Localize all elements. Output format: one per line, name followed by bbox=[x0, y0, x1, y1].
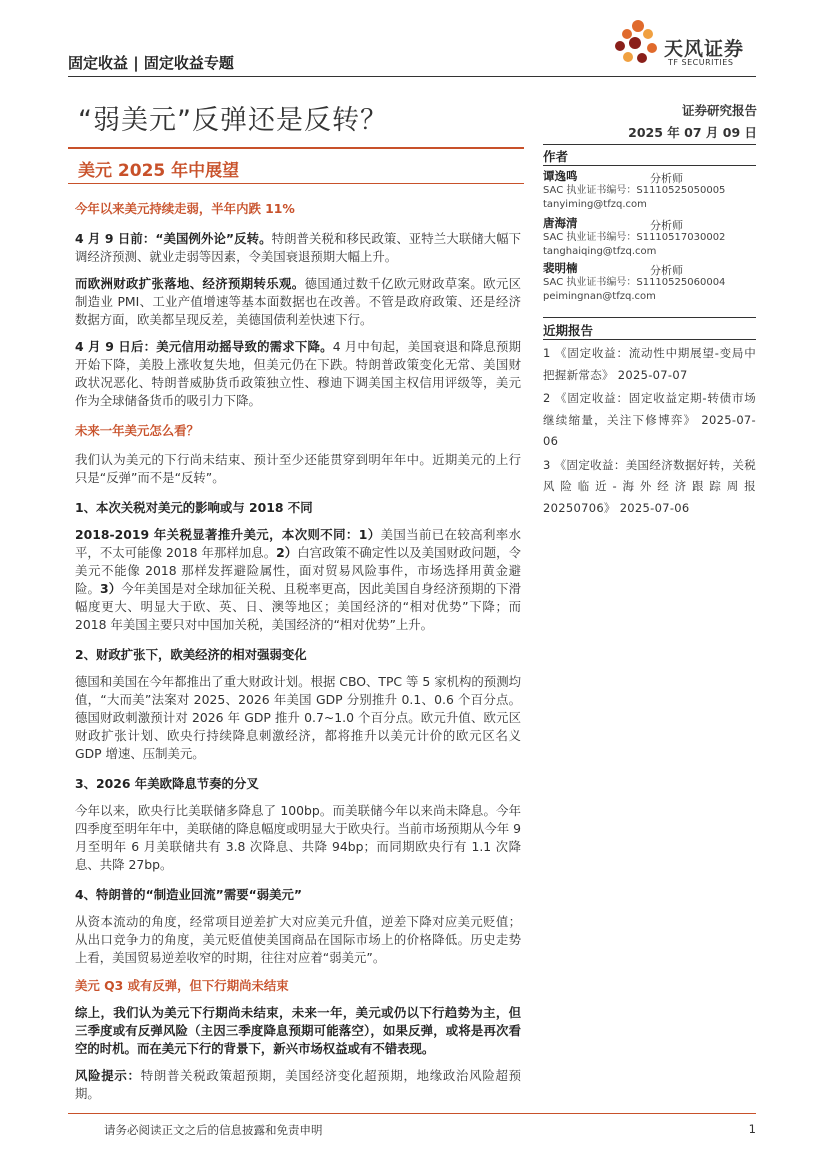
list-item[interactable]: 2 《固定收益：固定收益定期-转债市场继续缩量，关注下修博弈》 2025-07-06 bbox=[543, 391, 756, 448]
paragraph: 4 月 9 日后：美元信用动摇导致的需求下降。4 月中旬起，美国衰退和降息预期开始下降，美股上涨收复失地，但美元仍在下跌。特朗普政策变化无常、美国财政状况恶化、特朗普威胁货币政策独立性、穆迪下调美国主权信用评级等，美元作为全球储备货币的吸引力下降。 bbox=[75, 339, 522, 408]
paragraph: 我们认为美元的下行尚未结束、预计至少还能贯穿到明年年中。近期美元的上行只是“反弹”而不是“反转”。 bbox=[75, 452, 521, 485]
paragraph: 4 月 9 日前：“美国例外论”反转。特朗普关税和移民政策、亚特兰大联储大幅下调经济预测、就业走弱等因素，令美国衰退预期大幅上升。 bbox=[75, 231, 521, 264]
list-item[interactable]: 3 《固定收益：美国经济数据好转，关税风险临近-海外经济跟踪周报 20250706》 2025-07-06 bbox=[543, 457, 756, 515]
recent-reports-title: 近期报告 bbox=[543, 323, 594, 338]
sidebar-divider bbox=[543, 165, 756, 166]
section-heading: 今年以来美元持续走弱，半年内跌 11% bbox=[75, 201, 295, 216]
paragraph: 而欧洲财政扩张落地、经济预期转乐观。德国通过数千亿欧元财政草案。欧元区制造业 PMI、工业产值增速等基本面数据也在改善。不管是政府政策、还是经济数据方面，欧美都呈现反差，美德国债利差快速下行。 bbox=[75, 276, 522, 327]
author-name: 裴明楠 bbox=[543, 261, 578, 275]
subsection-heading: 4、特朗普的“制造业回流”需要“弱美元” bbox=[75, 887, 303, 902]
author-cert: SAC 执业证书编号：S1110525050005 bbox=[543, 185, 726, 196]
subtitle-bottom-rule bbox=[68, 183, 524, 184]
author-cert: SAC 执业证书编号：S1110525060004 bbox=[543, 277, 726, 288]
paragraph: 从资本流动的角度，经常项目逆差扩大对应美元升值，逆差下降对应美元贬值；从出口竞争力的角度，美元贬值使美国商品在国际市场上的价格降低。历史走势上看，美国贸易逆差收窄的时期，往往对应着“弱美元”。 bbox=[75, 914, 521, 965]
report-date: 2025 年 07 月 09 日 bbox=[628, 125, 757, 140]
author-name: 谭逸鸣 bbox=[543, 169, 578, 183]
author-name: 唐海清 bbox=[543, 216, 578, 230]
report-category: 固定收益 | 固定收益专题 bbox=[68, 54, 234, 72]
author-role: 分析师 bbox=[650, 264, 683, 277]
tf-securities-logo-icon bbox=[610, 17, 662, 69]
page-number: 1 bbox=[748, 1122, 756, 1136]
list-item[interactable]: 1 《固定收益：流动性中期展望-变局中把握新常态》 2025-07-07 bbox=[543, 346, 756, 382]
main-content bbox=[75, 200, 521, 1103]
sidebar-divider bbox=[543, 144, 756, 145]
subsection-heading: 1、本次关税对美元的影响或与 2018 不同 bbox=[75, 500, 313, 515]
sidebar-divider bbox=[543, 339, 756, 340]
author-card bbox=[543, 168, 756, 216]
report-type: 证券研究报告 bbox=[681, 103, 757, 118]
author-card bbox=[543, 260, 756, 308]
paragraph: 2018-2019 年关税显著推升美元，本次则不同：1）美国当前已在较高利率水平，不太可能像 2018 年那样加息。2）白宫政策不确定性以及美国财政问题，令美元不能像 2018 那样发挥避险属性，面对贸易风险事件，市场选择用黄金避险。3）今年美国是对全球加征关税、且税率更高，因此美国自身经济预期的下滑幅度更大、明显大于欧、英、日、澳等地区；美国经济的“相对优势”下降；而 2018 年美国主要只对中国加关税，美国经济的“相对优势”上升。 bbox=[75, 527, 522, 632]
subsection-heading: 2、财政扩张下，欧美经济的相对强弱变化 bbox=[75, 647, 307, 662]
subsection-heading: 3、2026 年美欧降息节奏的分叉 bbox=[75, 776, 259, 791]
section-heading: 美元 Q3 或有反弹，但下行期尚未结束 bbox=[75, 978, 289, 993]
page-subtitle: 美元 2025 年中展望 bbox=[78, 161, 240, 181]
paragraph: 德国和美国在今年都推出了重大财政计划。根据 CBO、TPC 等 5 家机构的预测均值，“大而美”法案对 2025、2026 年美国 GDP 分别推升 0.1、0.6 个百分点。德国财政刺激预计对 2026 年 GDP 推升 0.7~1.0 个百分点。欧元升值、欧元区财政扩张计划、欧央行持续降息刺激经济，都将推升以美元计价的欧元区名义 GDP 增速、压制美元。 bbox=[75, 674, 521, 761]
footer-divider bbox=[68, 1113, 756, 1114]
logo-text-en: TF SECURITIES bbox=[668, 58, 734, 67]
author-email[interactable]: peimingnan@tfzq.com bbox=[543, 291, 656, 302]
recent-reports-list bbox=[543, 343, 756, 519]
author-cert: SAC 执业证书编号：S1110517030002 bbox=[543, 232, 726, 243]
authors-title: 作者 bbox=[543, 149, 569, 164]
author-role: 分析师 bbox=[650, 219, 683, 232]
page-title: “弱美元”反弹还是反转？ bbox=[78, 105, 388, 136]
author-email[interactable]: tanyiming@tfzq.com bbox=[543, 199, 647, 210]
logo-text: 天风证券 bbox=[664, 38, 745, 60]
paragraph: 今年以来，欧央行比美联储多降息了 100bp。而美联储今年以来尚未降息。今年四季度至明年年中，美联储的降息幅度或明显大于欧央行。当前市场预期从今年 9 月至明年 6 月美联储共有 3.8 次降息、共降 94bp；而同期欧央行有 1.1 次降息、共降 27bp。 bbox=[75, 803, 521, 872]
header-divider bbox=[68, 76, 756, 77]
subtitle-top-rule bbox=[68, 147, 524, 149]
section-heading: 未来一年美元怎么看？ bbox=[75, 423, 199, 438]
author-card bbox=[543, 215, 756, 263]
summary-paragraph: 综上，我们认为美元下行期尚未结束，未来一年，美元或仍以下行趋势为主，但三季度或有反弹风险（主因三季度降息预期可能落空），如果反弹，或将是再次看空的时机。而在美元下行的背景下，新兴市场权益或有不错表现。 bbox=[75, 1005, 521, 1056]
author-email[interactable]: tanghaiqing@tfzq.com bbox=[543, 246, 657, 257]
author-role: 分析师 bbox=[650, 172, 683, 185]
sidebar-divider bbox=[543, 317, 756, 318]
risk-paragraph: 风险提示：特朗普关税政策超预期，美国经济变化超预期，地缘政治风险超预期。 bbox=[75, 1068, 522, 1101]
footer-disclaimer: 请务必阅读正文之后的信息披露和免责申明 bbox=[104, 1123, 323, 1137]
